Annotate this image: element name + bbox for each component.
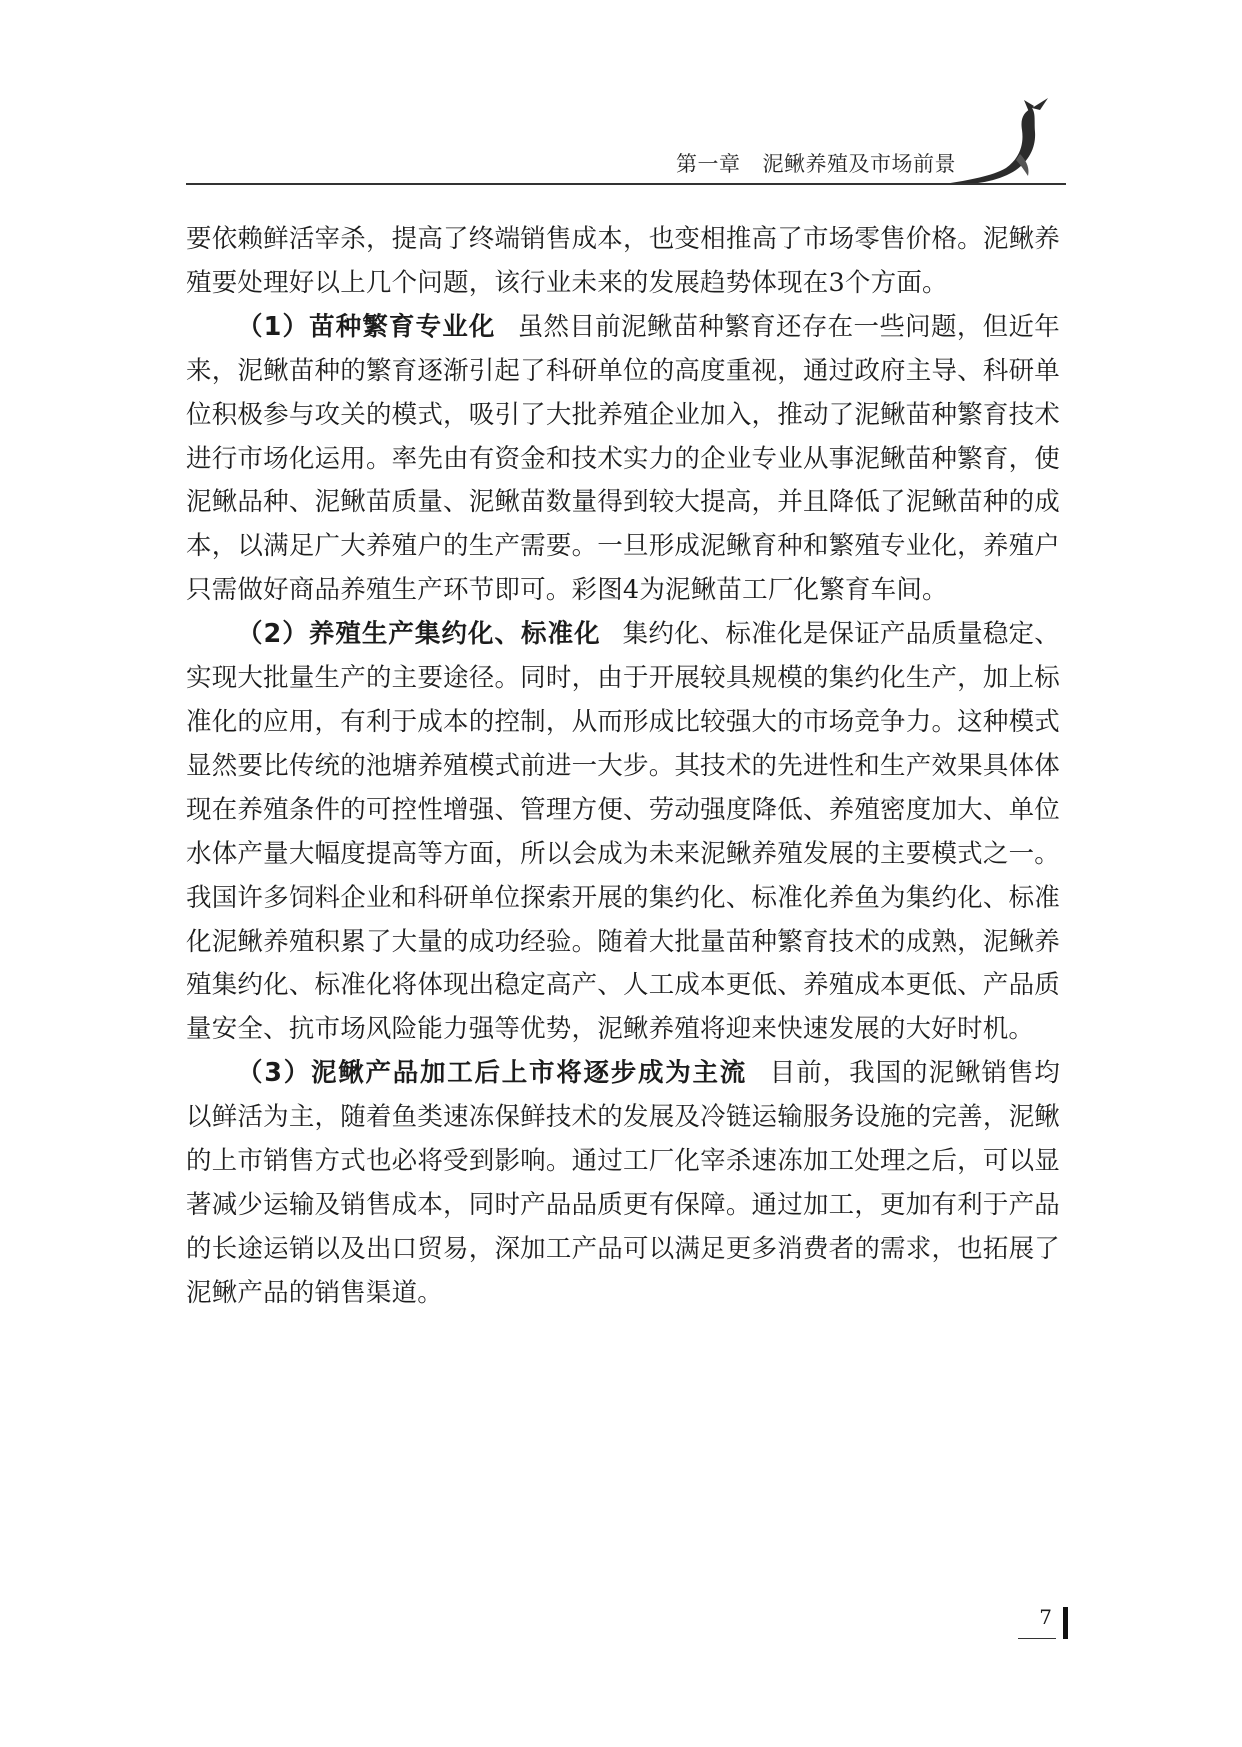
page-number-text: 7 (1039, 1605, 1052, 1629)
paragraph-intensive-farming (186, 613, 1060, 1052)
page-number-rule (1018, 1638, 1056, 1639)
section-heading: （3）泥鳅产品加工后上市将逐步成为主流 (237, 1058, 748, 1089)
chapter-name: 泥鳅养殖及市场前景 (762, 152, 956, 176)
paragraph-text: 虽然目前泥鳅苗种繁育还存在一些问题，但近年来，泥鳅苗种的繁育逐渐引起了科研单位的高度重视，通过政府主导、科研单位积极参与攻关的模式，吸引了大批养殖企业加入，推动了泥鳅苗种繁育技术进行市场化运用。率先由有资金和技术实力的企业专业从事泥鳅苗种繁育，使泥鳅品种、泥鳅苗质量、泥鳅苗数量得到较大提高，并且降低了泥鳅苗种的成本，以满足广大养殖户的生产需要。一旦形成泥鳅育种和繁殖专业化，养殖户只需做好商品养殖生产环节即可。彩图4为泥鳅苗工厂化繁育车间。 (186, 311, 1061, 606)
chapter-number: 第一章 (676, 152, 741, 176)
paragraph-text: 集约化、标准化是保证产品质量稳定、实现大批量生产的主要途径。同时，由于开展较具规模的集约化生产，加上标准化的应用，有利于成本的控制，从而形成比较强大的市场竞争力。这种模式显然要比传统的池塘养殖模式前进一大步。其技术的先进性和生产效果具体体现在养殖条件的可控性增强、管理方便、劳动强度降低、养殖密度加大、单位水体产量大幅度提高等方面，所以会成为未来泥鳅养殖发展的主要模式之一。我国许多饲料企业和科研单位探索开展的集约化、标准化养鱼为集约化、标准化泥鳅养殖积累了大量的成功经验。随着大批量苗种繁育技术的成熟，泥鳅养殖集约化、标准化将体现出稳定高产、人工成本更低、养殖成本更低、产品质量安全、抗市场风险能力强等优势，泥鳅养殖将迎来快速发展的大好时机。 (186, 619, 1060, 1045)
paragraph-intro (186, 218, 1060, 306)
body-text (186, 218, 1060, 1316)
running-header (186, 96, 1066, 188)
page-number (1018, 1605, 1068, 1639)
paragraph-text: 要依赖鲜活宰杀，提高了终端销售成本，也变相推高了市场零售价格。泥鳅养殖要处理好以上几个问题，该行业未来的发展趋势体现在3个方面。 (186, 224, 1060, 298)
chapter-title (676, 148, 956, 178)
paragraph-seed-breeding (186, 306, 1060, 613)
paragraph-text: 目前，我国的泥鳅销售均以鲜活为主，随着鱼类速冻保鲜技术的发展及冷链运输服务设施的完善，泥鳅的上市销售方式也必将受到影响。通过工厂化宰杀速冻加工处理之后，可以显著减少运输及销售成本，同时产品品质更有保障。通过加工，更加有利于产品的长途运销以及出口贸易，深加工产品可以满足更多消费者的需求，也拓展了泥鳅产品的销售渠道。 (186, 1058, 1060, 1308)
section-heading: （2）养殖生产集约化、标准化 (237, 619, 601, 650)
page-number-bar (1063, 1607, 1068, 1639)
section-heading: （1）苗种繁育专业化 (237, 311, 496, 342)
header-rule (186, 183, 1066, 185)
paragraph-processing (186, 1052, 1060, 1315)
